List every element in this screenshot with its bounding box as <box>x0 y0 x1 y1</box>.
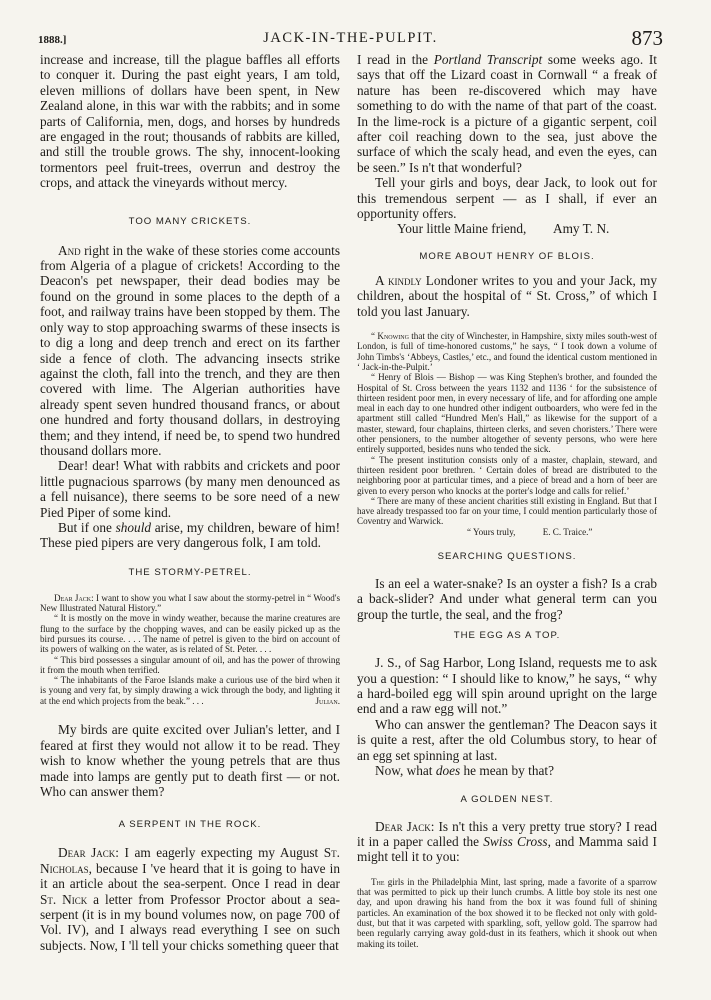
egg-heading: THE EGG AS A TOP. <box>453 630 561 642</box>
blois-heading: MORE ABOUT HENRY OF BLOIS. <box>419 250 595 262</box>
blois-quote-1: “ Knowing that the city of Winchester, in Hampshire, sixty miles south-west of London, is full of time-honored customs,” he says, “ I took down a volume of John Timbs's ‘Abbeys, Castles,’ etc., and found the identical custom mentioned in ‘ Jack-in-the-Pulpit.’ <box>357 331 657 372</box>
right-column <box>357 52 657 949</box>
page-header <box>38 26 663 50</box>
petrel-response: My birds are quite excited over Julian's letter, and I feared at first they would not allow it to be read. They wish to know whether the young petrels that are thus made into lamps are gently put to death first — or not. Who can answer them? <box>40 722 340 799</box>
blois-intro: A kindly Londoner writes to you and your Jack, my children, about the hospital of “ St. Cross,” of which I told you last January. <box>357 272 657 319</box>
petrel-letter <box>40 593 340 707</box>
page-number: 873 <box>631 26 663 50</box>
serpent-signature: Your little Maine friend, Amy T. N. <box>397 221 610 237</box>
serpent-letter-closing: Tell your girls and boys, dear Jack, to look out for this tremendous serpent — as I shall, if ever an opportunity offers. <box>357 175 657 222</box>
egg-paragraph-1: J. S., of Sag Harbor, Long Island, requests me to ask you a question: “ I should like to know,” he says, “ why a hard-boiled egg will spin around upright on the large end and a raw egg will not.” <box>357 655 657 717</box>
left-column <box>40 52 340 953</box>
nest-letter: Dear Jack: Is n't this a very pretty true story? I read it in a paper called the Swiss Cross, and Mamma said I might tell it to you: <box>357 818 657 865</box>
serpent-letter-continued: I read in the Portland Transcript some weeks ago. It says that off the Lizard coast in Cornwall “ a freak of nature has been re-discovered which may have something to do with the name of that part of the coast. In the lime-rock is a picture of a gigantic serpent, coil after coil reaching down to the sea, just above the surface of which the scaly head, and even the eyes, can be seen.” Is n't that wonderful? <box>357 52 657 175</box>
blois-quote-2: “ Henry of Blois — Bishop — was King Stephen's brother, and founded the Hospital of St. Cross between the years 1132 and 1136 ‘ for the subsistence of thirteen resident poor men, in every necessary of life, and for affording one ample meal in each day to one hundred other indigent outboarders, who were fed in the apartment still called “Hundred Men's Hall,” as likewise for the support of a master, steward, four chaplains, thirteen clerks, and seven choristers.’ There were other pensioners, to the number altogether of seventy persons, who were here entirely supported, besides nuns who tended the sick. <box>357 372 657 455</box>
egg-paragraph-3: Now, what does he mean by that? <box>375 763 554 779</box>
running-title: JACK-IN-THE-PULPIT. <box>263 30 438 46</box>
petrel-quote-3: “ The inhabitants of the Faroe Islands make a curious use of the bird when it is young and very fat, by simply drawing a wick through the body, and lighting it at the end which projects from the beak.” . . . <box>40 675 340 706</box>
petrel-letter-greeting: Dear Jack: I want to show you what I saw about the stormy-petrel in “ Wood's New Illustrated Natural History.” <box>40 592 340 614</box>
serpent-letter: Dear Jack: I am eagerly expecting my August St. Nicholas, because I 've heard that it is going to have in it an article about the sea-serpent. Once I read in dear St. Nick a letter from Professor Proctor about a sea-serpent (it is in my bound volumes now, on page 700 of Vol. IV), and I always read everything I see on such subjects. Now, I 'll tell your chicks something queer that <box>40 845 340 953</box>
crickets-paragraph-1: And right in the wake of these stories come accounts from Algeria of a plague of crickets! According to the Deacon's pet newspaper, their dead bodies may be found on the ground in some places to the depth of a foot, and railway trains have been stopped by them. The only way to stop approaching swarms of these insects is to dig a long and deep trench and erect on its farther side a fence of cloth. The advancing insects strike against the cloth, fall into the trench, and they are then covered with lime. The Algerian authorities have already spent seven hundred thousand francs, or about one hundred and forty thousand dollars, in destroying them; and they intend, if need be, to spend two hundred thousand dollars more. <box>40 242 340 458</box>
petrel-quote-1: “ It is mostly on the move in windy weather, because the marine creatures are flung to the surface by the chopping waves, and can be easily picked up as the bird pursues its course. . . . The name of petrel is given to the bird on account of its powers of walking on the water, as is related of St. Peter. . . . <box>40 613 340 655</box>
crickets-paragraph-2: Dear! dear! What with rabbits and crickets and poor little pugnacious sparrows (by many men denounced as a fell nuisance), there seems to be sore need of a new Pied Piper of some kind. <box>40 458 340 520</box>
nest-heading: A GOLDEN NEST. <box>460 793 554 805</box>
petrel-quote-2: “ This bird possesses a singular amount of oil, and has the power of throwing it from the mouth when terrified. <box>40 654 340 675</box>
crickets-paragraph-3: But if one should arise, my children, beware of him! These pied pipers are very dangerous folk, I am told. <box>40 519 340 551</box>
blois-quote-4: “ There are many of these ancient charities still existing in England. But that I have already trespassed too far on your time, I could mention particularly those of Coventry and Warwick. <box>357 495 657 527</box>
blois-quote-3: “ The present institution consists only of a master, chaplain, steward, and thirteen resident poor brethren. ‘ Certain doles of bread are distributed to the neighboring poor at particular times, and a piece of bread and a horn of beer are given to every person who knocks at the porter's lodge and calls for relief.’ <box>357 454 657 496</box>
issue-date: 1888.] <box>38 34 67 46</box>
searching-heading: SEARCHING QUESTIONS. <box>437 551 577 563</box>
searching-paragraph: Is an eel a water-snake? Is an oyster a fish? Is a crab a back-slider? And under what general term can you group the turtle, the seal, and the frog? <box>357 576 657 622</box>
petrel-signature: Julian. <box>315 696 340 707</box>
petrel-heading: THE STORMY-PETREL. <box>128 566 252 578</box>
egg-paragraph-2: Who can answer the gentleman? The Deacon says it is quite a rest, after the old Columbus story, to hear of an egg set spinning at last. <box>357 716 657 763</box>
nest-story: The girls in the Philadelphia Mint, last spring, made a favorite of a sparrow that was permitted to pick up their lunch crumbs. A little boy stole its nest one day, and upon drawing his hand from the box it was found full of shining particles. An examination of the box showed it to be flecked not only with gold-dust, but that it was carpeted with sparkling, soft, yellow gold. The sparrow had been regularly carrying away gold-dust in its feathers, which it shook out when making its toilet. <box>357 876 657 949</box>
rabbits-paragraph: increase and increase, till the plague baffles all efforts to conquer it. During the past eight years, I am told, eleven millions of dollars have been spent, in New Zealand alone, in this war with the rabbits; and in some parts of California, men, dogs, and horses by hundreds are engaged in the rout; thousands of rabbits are killed, and still the trouble grows. The shy, innocent-looking tormentors peel fruit-trees, overrun and destroy the crops, and attack the vineyards without mercy. <box>40 52 340 191</box>
crickets-heading: TOO MANY CRICKETS. <box>128 215 252 227</box>
blois-signature: “ Yours truly, E. C. Traice.” <box>467 526 593 537</box>
serpent-heading: A SERPENT IN THE ROCK. <box>118 819 262 831</box>
blois-letter <box>357 331 657 537</box>
